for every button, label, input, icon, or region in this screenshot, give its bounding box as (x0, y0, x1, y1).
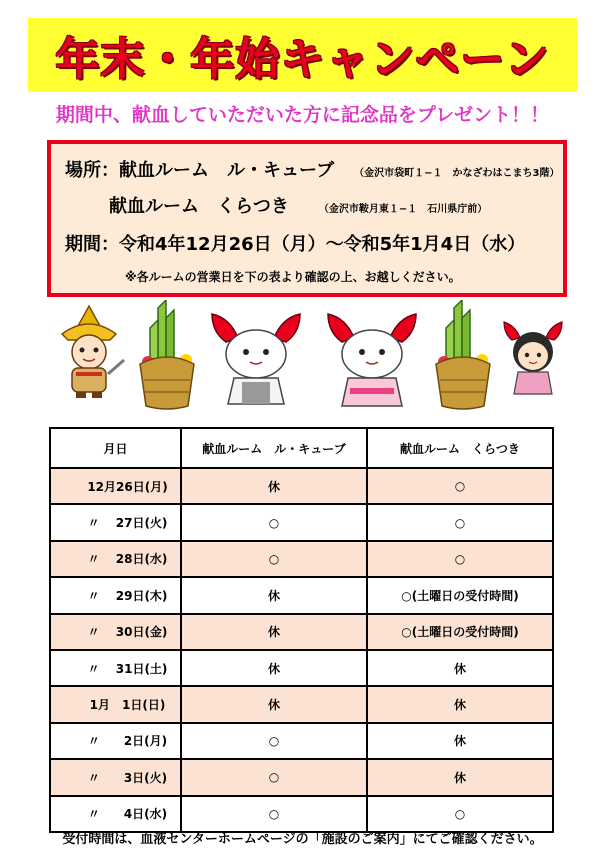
location-line-2 (109, 192, 487, 218)
row-lecube-status: 休 (181, 577, 367, 613)
title-banner (28, 18, 577, 92)
row-date: 〃 29日(木) (50, 577, 181, 613)
table-row (50, 796, 553, 832)
subtitle: 期間中、献血していただいた方に記念品をプレゼント！！ (55, 104, 550, 126)
row-kuratsuki-status: ○(土曜日の受付時間) (367, 614, 553, 650)
info-box (47, 140, 567, 297)
table-row (50, 541, 553, 577)
row-lecube-status: 休 (181, 468, 367, 504)
table-row (50, 759, 553, 795)
row-lecube-status: 休 (181, 686, 367, 722)
row-kuratsuki-status: ○ (367, 796, 553, 832)
room2-name: 献血ルーム くらつき (109, 196, 289, 217)
room1-address: （金沢市袋町１−１ かなざわはこまち3階） (354, 168, 560, 179)
row-date: 〃 3日(火) (50, 759, 181, 795)
row-lecube-status: 休 (181, 614, 367, 650)
row-date: 〃 2日(月) (50, 723, 181, 759)
mascot-illustrations (40, 300, 570, 420)
row-lecube-status: ○ (181, 541, 367, 577)
row-date: 〃 31日(土) (50, 650, 181, 686)
table-row (50, 723, 553, 759)
blood-drop-mascot-boy-icon (204, 308, 308, 412)
row-kuratsuki-status: ○(土曜日の受付時間) (367, 577, 553, 613)
footer-note: 受付時間は、血液センターホームページの「施設のご案内」にてご確認ください。 (62, 832, 543, 847)
row-kuratsuki-status: ○ (367, 504, 553, 540)
schedule-table (49, 427, 554, 833)
row-date: 12月26日(月) (50, 468, 181, 504)
row-kuratsuki-status: ○ (367, 468, 553, 504)
room2-address: （金沢市鞍月東１−１ 石川県庁前） (318, 204, 488, 215)
row-lecube-status: ○ (181, 504, 367, 540)
samurai-mascot-icon (50, 304, 128, 400)
row-lecube-status: ○ (181, 723, 367, 759)
row-kuratsuki-status: 休 (367, 723, 553, 759)
location-label: 場所： (65, 160, 119, 181)
row-kuratsuki-status: 休 (367, 650, 553, 686)
table-row (50, 468, 553, 504)
table-row (50, 577, 553, 613)
header-kuratsuki: 献血ルーム くらつき (367, 428, 553, 468)
blood-drop-mascot-girl-icon (320, 308, 424, 412)
girl-mascot-icon (500, 318, 566, 396)
row-lecube-status: ○ (181, 759, 367, 795)
row-date: 〃 28日(水) (50, 541, 181, 577)
row-date: 〃 27日(火) (50, 504, 181, 540)
location-line-1 (65, 156, 559, 182)
kadomatsu-icon (136, 300, 198, 412)
table-row (50, 686, 553, 722)
room1-name: 献血ルーム ル・キューブ (119, 160, 335, 181)
row-lecube-status: 休 (181, 650, 367, 686)
period-label: 期間： (65, 234, 119, 255)
row-lecube-status: ○ (181, 796, 367, 832)
kadomatsu-icon (432, 300, 494, 412)
row-kuratsuki-status: ○ (367, 541, 553, 577)
row-date: 〃 4日(水) (50, 796, 181, 832)
table-header-row (50, 428, 553, 468)
row-kuratsuki-status: 休 (367, 759, 553, 795)
table-row (50, 614, 553, 650)
period-line (65, 230, 525, 256)
table-row (50, 504, 553, 540)
row-kuratsuki-status: 休 (367, 686, 553, 722)
header-date: 月日 (50, 428, 181, 468)
page-title: 年末・年始キャンペーン (55, 34, 550, 85)
table-row (50, 650, 553, 686)
note: ※各ルームの営業日を下の表より確認の上、お越しください。 (125, 270, 461, 284)
header-lecube: 献血ルーム ル・キューブ (181, 428, 367, 468)
row-date: 1月 1日(日) (50, 686, 181, 722)
row-date: 〃 30日(金) (50, 614, 181, 650)
period-value: 令和4年12月26日（月）〜令和5年1月4日（水） (119, 234, 526, 255)
